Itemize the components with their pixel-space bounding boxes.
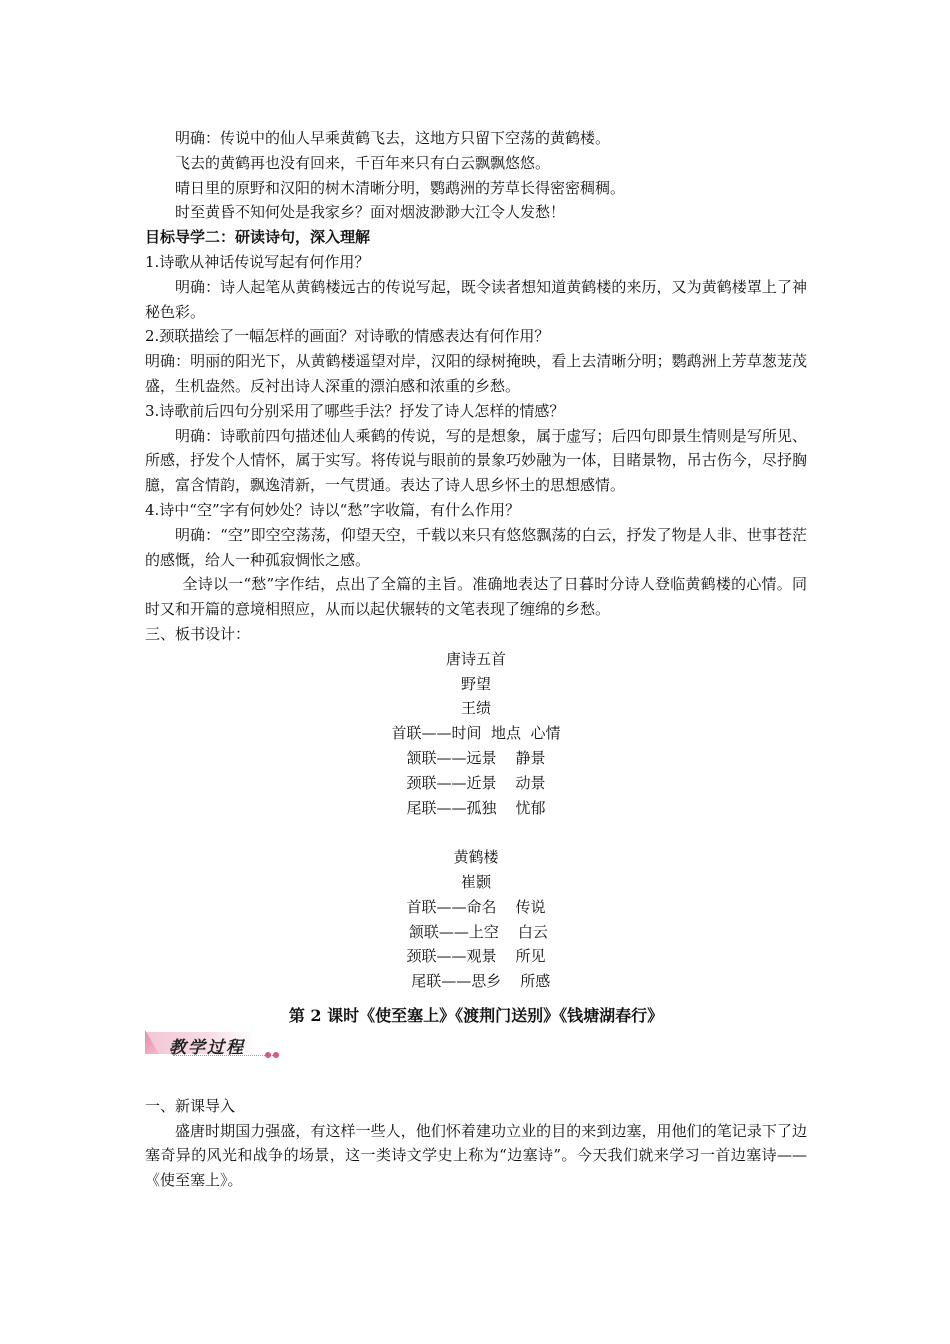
poem-2-author: 崔颢 — [460, 872, 491, 891]
poem-2-row: 尾联——思乡 所感 — [401, 972, 551, 991]
banner-label: 教学过程 — [169, 1037, 245, 1058]
question-3: 3.诗歌前后四句分别采用了哪些手法？抒发了诗人怎样的情感？ — [145, 401, 565, 420]
poem-2-row: 首联——命名 传说 — [406, 897, 546, 916]
poem-2-row: 颔联——上空 白云 — [404, 922, 548, 941]
poem-1-row: 颔联——远景 静景 — [406, 748, 546, 767]
spacer — [145, 820, 807, 845]
translation-line-3: 晴日里的原野和汉阳的树木清晰分明，鹦鹉洲的芳草长得密密稠稠。 — [175, 178, 626, 197]
poem-1-author: 王绩 — [460, 699, 491, 718]
question-4: 4.诗中“空”字有何妙处？诗以“愁”字收篇，有什么作用？ — [145, 500, 520, 519]
intro-heading: 一、新课导入 — [145, 1096, 236, 1115]
answer-3: 明确：诗歌前四句描述仙人乘鹤的传说，写的是想象，属于虚写；后四句即景生情则是写所见、所感，抒发个人情怀，属于实写。将传说与眼前的景象巧妙融为一体，目睹景物，吊古伤今，尽抒胸臆，富含情韵，飘逸清新，一气贯通。表达了诗人思乡怀土的思想感情。 — [145, 426, 807, 495]
banner-underline — [173, 1055, 273, 1056]
answer-1: 明确：诗人起笔从黄鹤楼远古的传说写起，既令读者想知道黄鹤楼的来历，又为黄鹤楼罩上了神秘色彩。 — [145, 277, 807, 321]
banner-dot — [273, 1052, 279, 1058]
poem-2-row: 颈联——观景 所见 — [406, 947, 546, 966]
question-2: 2.颈联描绘了一幅怎样的画面？对诗歌的情感表达有何作用？ — [145, 327, 550, 346]
poem-1-row: 首联——时间 地点 心情 — [391, 724, 561, 743]
lesson-title: 第 2 课时《使至塞上》《渡荆门送别》《钱塘湖春行》 — [288, 1005, 664, 1025]
document-body — [145, 126, 807, 1193]
answer-4: 明确：“空”即空空荡荡，仰望天空，千载以来只有悠悠飘荡的白云，抒发了物是人非、世事苍茫的感慨，给人一种孤寂惆怅之感。 — [145, 525, 807, 569]
answer-2: 明确：明丽的阳光下，从黄鹤楼遥望对岸，汉阳的绿树掩映，看上去清晰分明；鹦鹉洲上芳草葱茏茂盛，生机盎然。反衬出诗人深重的漂泊感和浓重的乡愁。 — [145, 352, 807, 395]
board-design — [145, 647, 807, 994]
spacer — [145, 1064, 807, 1094]
question-1: 1.诗歌从神话传说写起有何作用？ — [145, 252, 370, 271]
poem-2-title: 黄鹤楼 — [453, 848, 499, 867]
translation-line-2: 飞去的黄鹤再也没有回来，千百年来只有白云飘飘悠悠。 — [175, 153, 551, 172]
poem-1-title: 野望 — [460, 674, 491, 693]
translation-line-1: 明确：传说中的仙人早乘黄鹤飞去，这地方只留下空荡的黄鹤楼。 — [175, 129, 611, 147]
board-series-title: 唐诗五首 — [445, 649, 506, 668]
poem-1-row: 尾联——孤独 忧郁 — [406, 798, 546, 817]
banner-dot — [265, 1052, 271, 1058]
intro-paragraph: 盛唐时期国力强盛，有这样一些人，他们怀着建功立业的目的来到边塞，用他们的笔记录下了边塞奇异的风光和战争的场景，这一类诗文学史上称为“边塞诗”。今天我们就来学习一首边塞诗——《使至塞上》。 — [145, 1121, 807, 1190]
section-heading: 目标导学二：研读诗句，深入理解 — [145, 228, 371, 247]
board-design-heading: 三、板书设计： — [145, 624, 251, 643]
translation-line-4: 时至黄昏不知何处是我家乡？面对烟波渺渺大江令人发愁！ — [175, 203, 566, 222]
poem-1-row: 颈联——近景 动景 — [406, 773, 546, 792]
answer-4-continued: 全诗以一“愁”字作结，点出了全篇的主旨。准确地表达了日暮时分诗人登临黄鹤楼的心情。同时又和开篇的意境相照应，从而以起伏辗转的文笔表现了缠绵的乡愁。 — [145, 575, 807, 619]
teaching-process-banner — [145, 1030, 285, 1064]
